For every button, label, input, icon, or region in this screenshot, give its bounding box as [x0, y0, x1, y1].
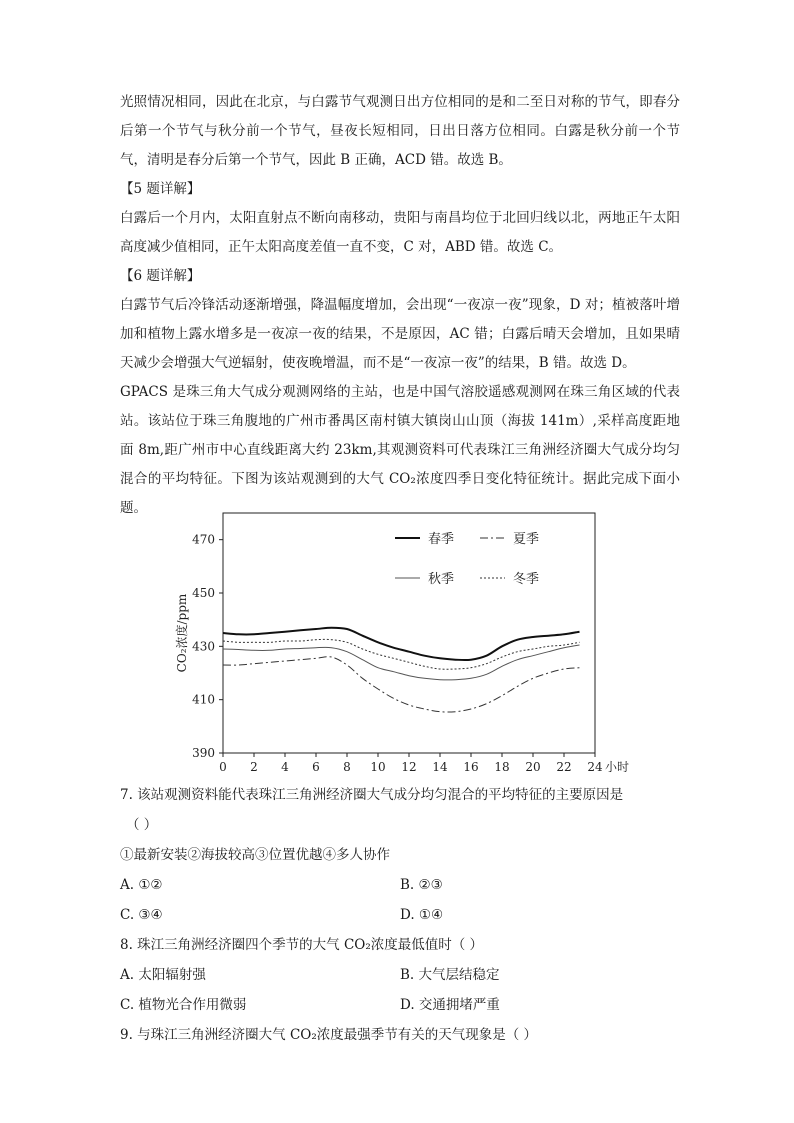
q6-explanation: 白露节气后冷锋活动逐渐增强，降温幅度增加，会出现“一夜凉一夜”现象，D 对；植被落叶增加和植物上露水增多是一夜凉一夜的结果，不是原因，AC 错；白露后晴天会增加，且如果晴天减少会增强大气逆辐射，使夜晚增温，而不是“一夜凉一夜”的结果，B 错。故选 D。: [120, 297, 680, 371]
x-tick-label: 12: [401, 760, 417, 774]
y-tick-label: 430: [192, 639, 215, 654]
x-tick-label: 8: [343, 760, 351, 774]
q8-options-row-1: [120, 960, 680, 990]
legend-label-1: 春季: [428, 532, 455, 547]
q8-option-d[interactable]: D. 交通拥堵严重: [400, 997, 500, 1013]
y-axis-label: CO₂浓度/ppm: [175, 593, 189, 673]
x-tick-label: 18: [494, 760, 510, 774]
q7-items: ①最新安装②海拔较高③位置优越④多人协作: [120, 847, 390, 863]
q8-option-b[interactable]: B. 大气层结稳定: [400, 967, 500, 983]
x-tick-label: 24: [587, 760, 603, 774]
explanation-block: [120, 88, 680, 523]
q7-options-row-2: [120, 900, 680, 930]
top-paragraph: 光照情况相同，因此在北京，与白露节气观测日出方位相同的是和二至日对称的节气，即春分后第一个节气与秋分前一个节气，昼夜长短相同，日出日落方位相同。白露是秋分前一个节气，清明是春分后第一个节气，因此 B 正确，ACD 错。故选 B。: [120, 94, 680, 168]
q8-options-row-2: [120, 990, 680, 1020]
q7-stem: 7. 该站观测资料能代表珠江三角洲经济圈大气成分均匀混合的平均特征的主要原因是: [120, 787, 624, 803]
y-tick-label: 410: [192, 692, 215, 707]
q8-option-c[interactable]: C. 植物光合作用微弱: [120, 997, 247, 1013]
q5-heading: 【5 题详解】: [120, 181, 201, 197]
question-block: [120, 780, 680, 1050]
q6-heading: 【6 题详解】: [120, 268, 201, 284]
q7-option-b[interactable]: B. ②③: [400, 877, 443, 893]
q8-stem: 8. 珠江三角洲经济圈四个季节的大气 CO₂浓度最低值时（ ）: [120, 937, 484, 953]
series-line-2: [223, 657, 580, 712]
x-tick-label: 4: [281, 760, 289, 774]
legend-label-2: 夏季: [513, 532, 540, 547]
series-line-4: [223, 639, 580, 669]
x-tick-label: 6: [312, 760, 320, 774]
x-tick-label: 22: [556, 760, 572, 774]
co2-chart: [170, 508, 630, 780]
x-tick-label: 16: [463, 760, 479, 774]
x-tick-label: 20: [525, 760, 541, 774]
x-axis-label: 小时: [605, 760, 630, 774]
x-tick-label: 10: [370, 760, 386, 774]
q9-stem: 9. 与珠江三角洲经济圈大气 CO₂浓度最强季节有关的天气现象是（ ）: [120, 1027, 538, 1043]
legend-label-3: 秋季: [428, 572, 455, 587]
q7-option-c[interactable]: C. ③④: [120, 907, 163, 923]
x-tick-label: 0: [219, 760, 227, 774]
intro-paragraph: GPACS 是珠三角大气成分观测网络的主站，也是中国气溶胶遥感观测网在珠三角区域的代表站。该站位于珠三角腹地的广州市番禺区南村镇大镇岗山山顶（海拔 141m）,采样高度距地面 8m,距广州市中心直线距离大约 23km,其观测资料可代表珠江三角洲经济圈大气成分均匀混合的平均特征。下图为该站观测到的大气 CO₂浓度四季日变化特征统计。据此完成下面小题。: [120, 384, 680, 516]
x-tick-label: 14: [432, 760, 448, 774]
q7-blank: （ ）: [126, 817, 158, 833]
y-tick-label: 450: [192, 586, 215, 600]
q7-options-row-1: [120, 870, 680, 900]
co2-line-chart: [170, 508, 630, 780]
legend-label-4: 冬季: [513, 572, 540, 587]
series-line-1: [223, 628, 580, 660]
q7-option-a[interactable]: A. ①②: [120, 877, 163, 893]
q7-option-d[interactable]: D. ①④: [400, 907, 444, 923]
q5-explanation: 白露后一个月内，太阳直射点不断向南移动，贵阳与南昌均位于北回归线以北，两地正午太阳高度减少值相同，正午太阳高度差值一直不变，C 对，ABD 错。故选 C。: [120, 210, 680, 255]
x-tick-label: 2: [250, 760, 258, 774]
y-tick-label: 390: [192, 746, 215, 760]
q8-option-a[interactable]: A. 太阳辐射强: [120, 967, 206, 983]
y-tick-label: 470: [192, 532, 215, 547]
